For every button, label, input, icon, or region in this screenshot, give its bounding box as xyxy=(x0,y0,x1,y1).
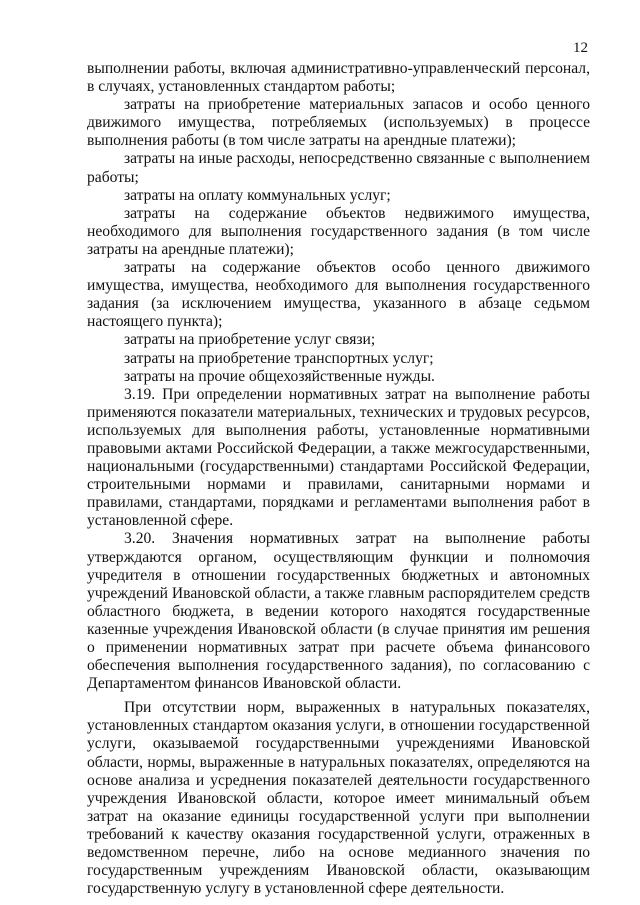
list-item-general-needs: затраты на прочие общехозяйственные нужды. xyxy=(124,367,435,385)
list-item-other-expenses: затраты на иные расходы, непосредственно связанные с выполнением работы; xyxy=(87,150,590,186)
paragraph-3-19: 3.19. При определении нормативных затрат на выполнение работы применяются показатели материальных, технических и трудовых ресурсов, используемых для выполнения работы, установленные нормативными правовыми актами Российской Федерации, а также межгосударственными, национальными (государственными) стандартами Российской Федерации, строительными нормами и правилами, санитарными нормами и правилами, стандартами, порядками и регламентами выполнения работ в установленной сфере. xyxy=(87,385,590,530)
document-body xyxy=(87,60,590,898)
list-item-transport: затраты на приобретение транспортных услуг; xyxy=(124,349,434,367)
list-item-real-estate: затраты на содержание объектов недвижимого имущества, необходимого для выполнения государственного задания (в том числе затраты на арендные платежи); xyxy=(87,204,590,258)
paragraph-continuation: выполнении работы, включая административно-управленческий персонал, в случаях, установленных стандартом работы; xyxy=(87,60,590,96)
paragraph-no-norms: При отсутствии норм, выраженных в натуральных показателях, установленных стандартом оказания услуги, в отношении государственной услуги, оказываемой государственными учреждениями Ивановской области, нормы, выраженные в натуральных показателях, определяются на основе анализа и усреднения показателей деятельности государственного учреждения Ивановской области, которое имеет минимальный объем затрат на оказание единицы государственной услуги при выполнении требований к качеству оказания государственной услуги, отраженных в ведомственном перечне, либо на основе медианного значения по государственным учреждениям Ивановской области, оказывающим государственную услугу в установленной сфере деятельности. xyxy=(87,699,590,898)
list-item-utilities: затраты на оплату коммунальных услуг; xyxy=(124,186,391,204)
list-item-materials: затраты на приобретение материальных запасов и особо ценного движимого имущества, потребляемых (используемых) в процессе выполнения работы (в том числе затраты на арендные платежи); xyxy=(87,96,590,150)
paragraph-3-20: 3.20. Значения нормативных затрат на выполнение работы утверждаются органом, осуществляющим функции и полномочия учредителя в отношении государственных бюджетных и автономных учреждений Ивановской области, а также главным распорядителем средств областного бюджета, в ведении которого находятся государственные казенные учреждения Ивановской области (в случае принятия им решения о применении нормативных затрат при расчете объема финансового обеспечения выполнения государственного задания), по согласованию с Департаментом финансов Ивановской области. xyxy=(87,530,591,693)
page-number: 12 xyxy=(573,40,588,56)
list-item-movable-property: затраты на содержание объектов особо ценного движимого имущества, имущества, необходимого для выполнения государственного задания (за исключением имущества, указанного в абзаце седьмом настоящего пункта); xyxy=(87,259,590,331)
list-item-communication: затраты на приобретение услуг связи; xyxy=(124,331,376,349)
